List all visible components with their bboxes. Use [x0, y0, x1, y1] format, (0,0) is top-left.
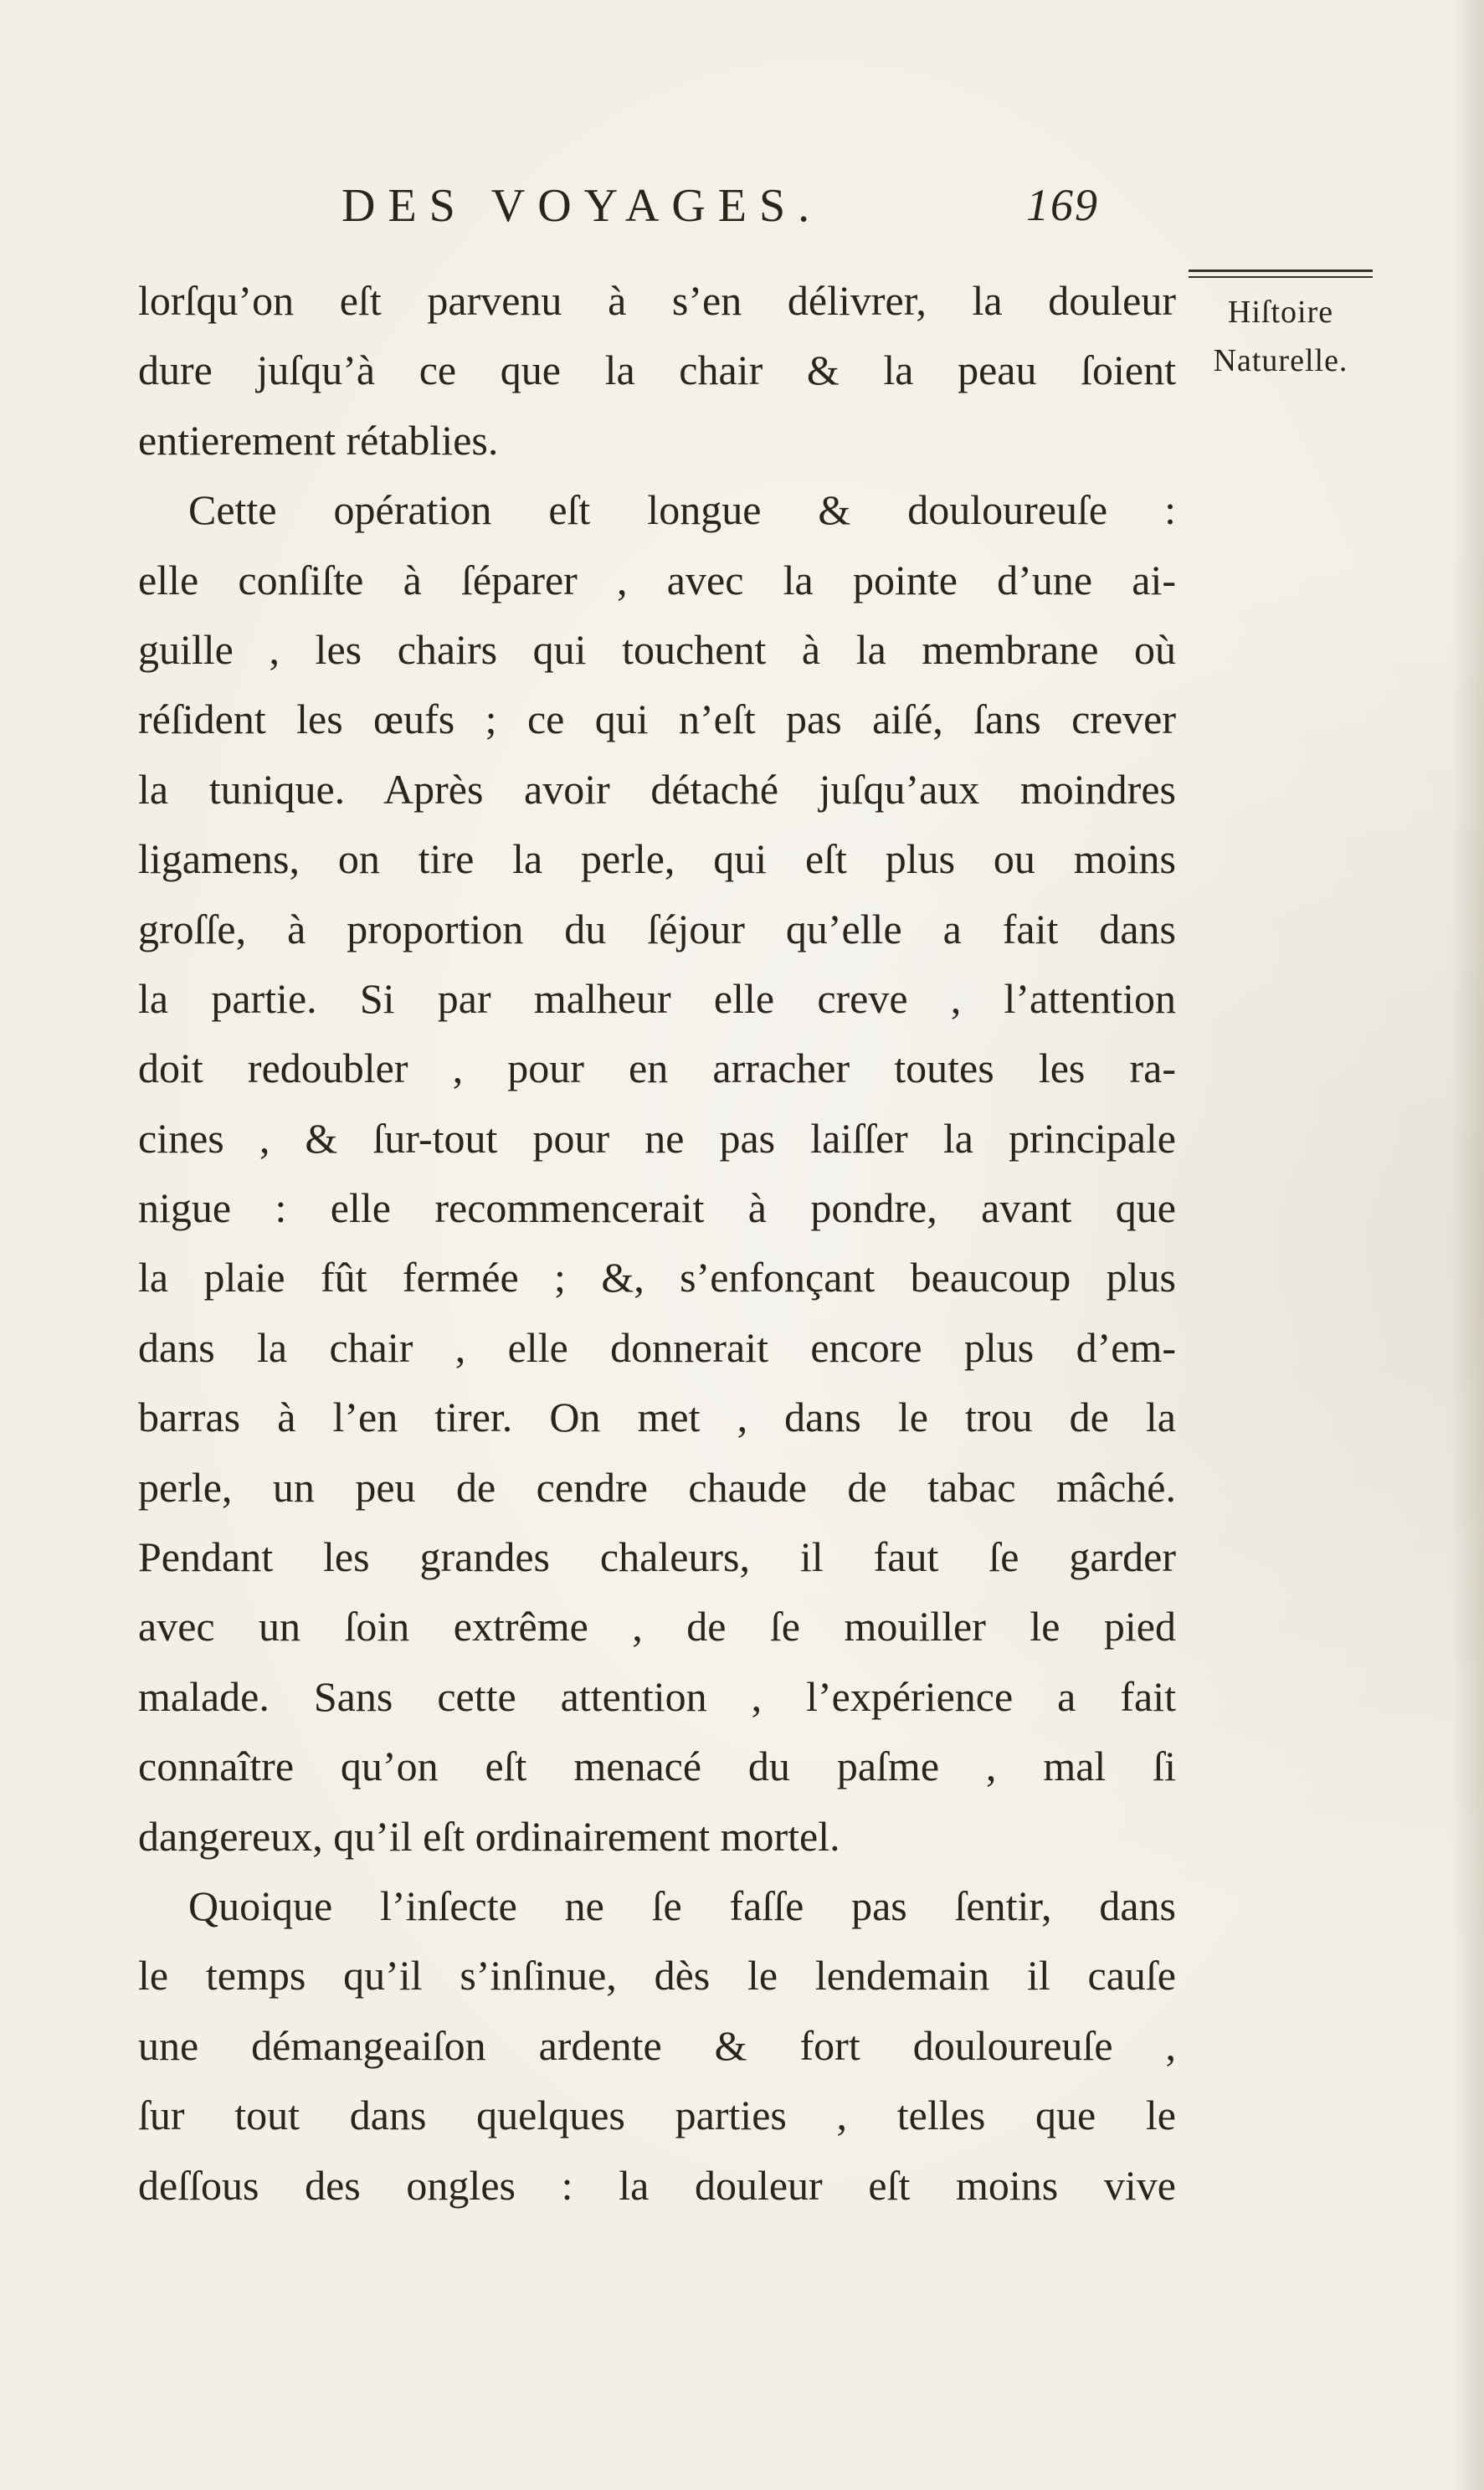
- text-line: ligamens, on tire la perle, qui eſt plus ou moins: [138, 835, 1176, 883]
- paragraph-start-line: Cette opération eſt longue & douloureuſe :: [188, 486, 1176, 534]
- text-line: lorſqu’on eſt parvenu à s’en délivrer, la douleur: [138, 277, 1176, 324]
- text-line: une démangeaiſon ardente & fort douloureuſe ,: [138, 2021, 1176, 2069]
- running-title: DES VOYAGES.: [341, 180, 823, 232]
- body-text: [138, 266, 1176, 2220]
- text-line: réſident les œufs ; ce qui n’eſt pas aiſé, ſans crever: [138, 696, 1176, 743]
- text-line: malade. Sans cette attention , l’expérience a fait: [138, 1672, 1176, 1720]
- margin-note: [1180, 270, 1381, 385]
- text-line: doit redoubler , pour en arracher toutes les ra-: [138, 1045, 1176, 1092]
- text-line: avec un ſoin extrême , de ſe mouiller le pied: [138, 1603, 1176, 1651]
- margin-note-line: Hiſtoire: [1227, 295, 1334, 330]
- text-line: guille , les chairs qui touchent à la membrane où: [138, 625, 1176, 673]
- margin-rule: [1189, 270, 1373, 278]
- running-head: [341, 179, 1178, 246]
- page-number: 169: [1026, 180, 1099, 230]
- text-line: entierement rétablies.: [138, 416, 499, 464]
- text-line: connaître qu’on eſt menacé du paſme , mal ſi: [138, 1743, 1176, 1790]
- text-line: la partie. Si par malheur elle creve , l’attention: [138, 974, 1176, 1022]
- text-line: dans la chair , elle donnerait encore plus d’em-: [138, 1323, 1176, 1371]
- text-line: dure juſqu’à ce que la chair & la peau ſoient: [138, 347, 1176, 394]
- text-line: barras à l’en tirer. On met , dans le trou de la: [138, 1394, 1176, 1441]
- paragraph-start-line: Quoique l’inſecte ne ſe faſſe pas ſentir, dans: [188, 1882, 1176, 1929]
- page-edge-shadow: [1451, 0, 1484, 2490]
- text-line: groſſe, à proportion du ſéjour qu’elle a fait dans: [138, 905, 1176, 952]
- text-line: cines , & ſur-tout pour ne pas laiſſer la principale: [138, 1114, 1176, 1162]
- text-line: ſur tout dans quelques parties , telles que le: [138, 2092, 1176, 2139]
- text-line: dangereux, qu’il eſt ordinairement mortel.: [138, 1812, 840, 1860]
- text-line: le temps qu’il s’inſinue, dès le lendemain il cauſe: [138, 1952, 1176, 2000]
- margin-note-line: Naturelle.: [1213, 343, 1348, 378]
- text-line: deſſous des ongles : la douleur eſt moins vive: [138, 2161, 1176, 2209]
- text-line: elle conſiſte à ſéparer , avec la pointe d’une ai-: [138, 556, 1176, 603]
- text-line: la plaie fût fermée ; &, s’enfonçant beaucoup plus: [138, 1254, 1176, 1301]
- text-line: Pendant les grandes chaleurs, il faut ſe garder: [138, 1533, 1176, 1581]
- text-line: nigue : elle recommencerait à pondre, avant que: [138, 1184, 1176, 1232]
- text-line: la tunique. Après avoir détaché juſqu’aux moindres: [138, 765, 1176, 813]
- text-line: perle, un peu de cendre chaude de tabac mâché.: [138, 1463, 1176, 1511]
